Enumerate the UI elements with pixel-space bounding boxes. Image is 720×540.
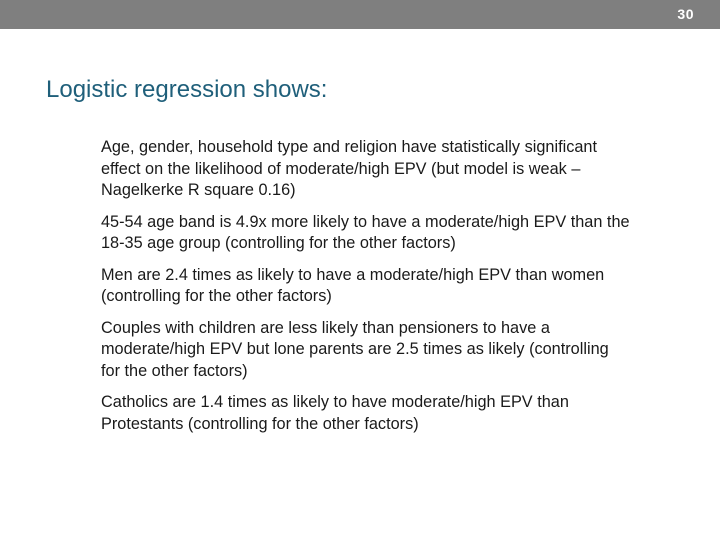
bullet-item: Age, gender, household type and religion have statistically significant effect on the likelihood of moderate/high EPV (but model is weak – Nagelkerke R square 0.16) [101, 138, 597, 199]
bullet-list [101, 137, 631, 445]
bullet-item: Men are 2.4 times as likely to have a moderate/high EPV than women (controlling for the other factors) [101, 265, 605, 305]
slide-title: Logistic regression shows: [46, 76, 328, 103]
slide-number: 30 [677, 6, 694, 22]
header-bar [0, 0, 720, 29]
bullet-item: 45-54 age band is 4.9x more likely to have a moderate/high EPV than the 18-35 age group (controlling for the other factors) [101, 212, 630, 252]
bullet-item: Couples with children are less likely than pensioners to have a moderate/high EPV but lone parents are 2.5 times as likely (controlling for the other factors) [101, 318, 609, 380]
bullet-item: Catholics are 1.4 times as likely to have moderate/high EPV than Protestants (controlling for the other factors) [101, 393, 569, 433]
